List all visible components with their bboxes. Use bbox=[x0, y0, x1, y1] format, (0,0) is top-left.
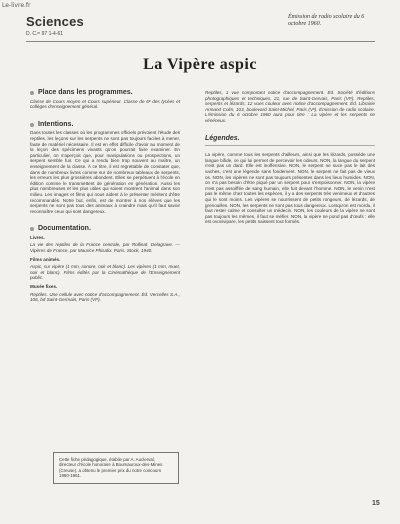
intentions-text: Dans toutes les classes où les programmes officiels prévoient l'étude des reptiles, les leçons sur les serpents ne sont pas toujours faciles à mener, faute de matériel nécessaire. Il est en effet difficile d'avoir au moment de la leçon des spécimens vivants qu'on pourrait faire examiner. En particulier, on s'aperçoit que, pour manipulations ou prospections, un serpent semble fuir. Ce qui a rendu bien trop souvent au maître, un enseignement de la classe. À ce titre, il est regrettable de constater que, dans de nombreux livres comme sur de nombreux tableaux de serpents, les erreurs les plus grossières abondent. Elles se perpétuent à l'école en édition comme le transmettent de génération en génération. Aussi les plus nombreuses et les plus utiles qui soient montrent l'animal dans son milieu. Les images et films qui nous aident à le présenter méritent d'être recommandés. Notre but, enfin, est de montrer à nos élèves que les serpents ne sont pas tous des animaux à craindre mais qu'il faut savoir reconnaître ceux qui sont dangereux. bbox=[30, 130, 180, 214]
broadcast-note: Émission de radio scolaire du 6 octobre 1960. bbox=[288, 14, 365, 27]
place-text: Classe de Cours moyen et Cours supérieur. Classe de 6ᵉ des lycées et collèges d'enseignement général. bbox=[30, 98, 180, 110]
musee-text: Reptiles. Une cellule avec notice d'accompagnement. Éd. Vercelles S.A., 106, bd Saint-Germain, Paris (VIᵉ). bbox=[30, 291, 180, 303]
right-column bbox=[205, 90, 375, 227]
document-title: La Vipère aspic bbox=[143, 56, 257, 73]
right-intro-text: Reptiles, 1 vue comportant notice d'accompagnement. Éd. Société d'éditions photographiques et techniques, 21, rue de Saint-Gervais, Paris (VIᵉ). Reptiles, serpents et lézards, 12 vues couleur avec notice d'accompagnement. Éd. Librairie Armand Colin, 103, boulevard Saint-Michel, Paris (Vᵉ). Émission de radio scolaire. L'émission du 6 octobre 1960 aura pour titre : La vipère et les serpents ne vénéneux. bbox=[205, 90, 375, 123]
intentions-section bbox=[30, 122, 180, 215]
legendes-heading: Légendes. bbox=[205, 134, 240, 142]
section-title: Sciences bbox=[26, 14, 84, 29]
site-watermark: Le-livre.fr bbox=[2, 2, 31, 9]
intentions-heading-text: Intentions. bbox=[38, 120, 74, 128]
page-number: 15 bbox=[372, 500, 380, 507]
documentation-heading bbox=[30, 226, 180, 232]
documentation-heading-text: Documentation. bbox=[38, 225, 91, 233]
place-heading-text: Place dans les programmes. bbox=[38, 89, 133, 96]
intentions-heading bbox=[30, 122, 180, 128]
place-heading bbox=[30, 90, 180, 96]
bullet-icon bbox=[30, 227, 34, 231]
header-rule bbox=[26, 41, 375, 42]
films-label: Films animés. bbox=[30, 256, 61, 262]
livres-label: Livres. bbox=[30, 234, 45, 240]
bullet-icon bbox=[30, 123, 34, 127]
reference-code: D. C.ᵐ 97 1-4-61 bbox=[26, 31, 64, 37]
legendes-rule bbox=[205, 145, 375, 146]
header-left bbox=[26, 14, 84, 37]
musee-label: Musée fixes. bbox=[30, 284, 58, 290]
place-section bbox=[30, 90, 180, 110]
left-column bbox=[30, 90, 180, 315]
author-box: Cette fiche pédagogique, établie par A. Auclerval, directeur d'école honoraire à Boumauroux-des-Mines (Creuse), a obtenu le premier prix du notre concours 1960-1961. bbox=[53, 452, 179, 484]
bullet-icon bbox=[30, 91, 34, 95]
films-text: Aspic, sur vipère (1 mm, sonore, noir et blanc). Les vipères (1 mm, muet, noir et blanc). Films édités par la Cinémathèque de l'Enseignement public. bbox=[30, 264, 180, 281]
legendes-text: La vipère, comme tous les serpents d'ailleurs, ainsi que les lézards, possède une langue bifide, ce qui lui permet de percevoir les odeurs. NON, la langue du serpent n'est pas un dard. Elle est inoffensive. NON, le serpent ne suce pas le lait des vaches, c'est une légende sans fondement. NON, le serpent ne fait pas de vieux os. NON, les vipères ne sont pas toujours présentes dans les lieux humides. NON, on n'a pas besoin d'être piqué par un serpent pour s'empoisonner. NON, la vipère n'est pas assoiffée de sang humain, elle fuit devant l'homme. NON, le venin n'est pas le même chez toutes les espèces, il y a des serpents très venimeux et d'autres qui le sont moins. Les vipères se nourrissent de petits rongeurs, de lézards, de grenouilles. NON, les serpents ne sont pas tous dangereux. Lorsqu'on est mordu, il faut rester calme et consulter un médecin. NON, les couleurs de la vipère ne sont pas toujours les mêmes, il faut se méfier. NON, la vipère ne pond pas d'œufs : elle est ovovivipare, les petits naissent tout formés. bbox=[205, 152, 375, 225]
livres-text: La vie des reptiles de la France centrale, par Rollinat. Delagrave. — Vipères de France, par Maurice Phisalix. Paris. Stock, 1940. bbox=[30, 242, 180, 254]
documentation-section bbox=[30, 226, 180, 303]
